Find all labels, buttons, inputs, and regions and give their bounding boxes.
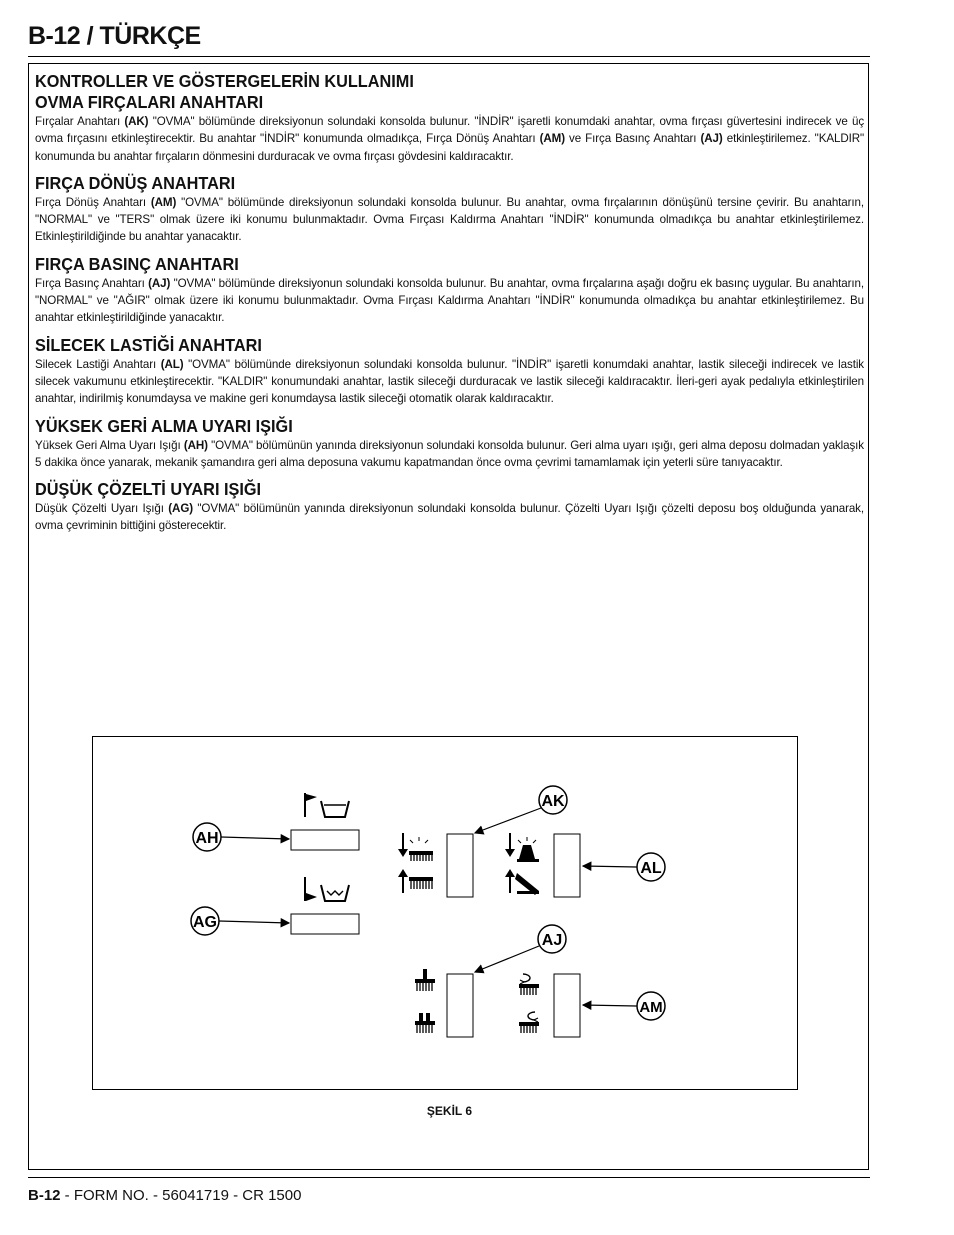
callout-ag	[191, 907, 289, 935]
content-body	[35, 70, 864, 543]
brush-rotation-reverse-icon	[519, 1012, 539, 1033]
callout-aj-label: AJ	[541, 932, 563, 949]
section-heading: FIRÇA DÖNÜŞ ANAHTARI	[35, 172, 236, 193]
recovery-warning-light	[291, 830, 359, 850]
control-panel-diagram	[93, 737, 797, 1089]
section-body: Fırça Dönüş Anahtarı (AM) "OVMA" bölümünde direksiyonun solundaki konsolda bulunur. Bu anahtar, ovma fırçalarının dönüşünü tersine çevirir. Bu anahtarın, "NORMAL" ve "TERS" olmak üzere iki konumu bulunmaktadır. Ovma Fırçası Kaldırma Anahtarı "İNDİR" konumunda olmadıkça bu anahtar etkinleştirilemez. Etkinleştirildiğinde bu anahtar yanacaktır.	[35, 195, 864, 244]
section-brush-pressure-switch	[35, 254, 864, 327]
section-low-solution-light	[35, 479, 864, 535]
page-title: B-12 / TÜRKÇE	[28, 22, 201, 50]
callout-ah-label: AH	[195, 830, 219, 847]
footer-rule	[28, 1177, 870, 1178]
section-heading: FIRÇA BASINÇ ANAHTARI	[35, 253, 239, 274]
section-heading: YÜKSEK GERİ ALMA UYARI IŞIĞI	[35, 415, 293, 436]
section-body: Silecek Lastiği Anahtarı (AL) "OVMA" bölümünde direksiyonun solundaki konsolda bulunur. "İNDİR" işaretli konumdaki anahtar, lastik sileceği indirecek ve lastik silecek vakumunu etkinleştirecektir. "KALDIR" konumundaki anahtar, lastik sileceği durduracak ve lastik sileceği kaldıracaktır. İleri-geri ayak pedalıyla etkinleştirilen anahtar, indirilmiş konumdaysa ve makine geri konumdaysa lastik sileceği otomatik olarak kaldıracaktır.	[35, 357, 864, 406]
section-brush-rotation-switch	[35, 173, 864, 246]
component-code: (AK)	[124, 115, 149, 128]
recovery-tank-full-icon	[305, 793, 349, 817]
callout-ak-label: AK	[541, 793, 565, 810]
callout-al	[583, 853, 665, 881]
section-body: Fırça Basınç Anahtarı (AJ) "OVMA" bölümünde direksiyonun solundaki konsolda bulunur. Bu anahtar, ovma fırçalarına aşağı doğru ek basınç uygular. Bu anahtarın, "NORMAL" ve "AĞIR" olmak üzere iki konumu bulunmaktadır. Ovma Fırçası Kaldırma Anahtarı "İNDİR" konumunda olmadıkça bu anahtar etkinleştirilemez. Bu anahtar etkinleştirildiğinde yanacaktır.	[35, 276, 864, 325]
brush-rotation-normal-icon	[519, 974, 539, 995]
component-code: (AJ)	[148, 276, 171, 290]
squeegee-lower-icon	[505, 833, 539, 862]
brush-pressure-normal-icon	[415, 969, 435, 991]
section-squeegee-switch	[35, 335, 864, 408]
component-code: (AL)	[160, 357, 184, 371]
callout-am	[583, 992, 665, 1020]
main-title: KONTROLLER VE GÖSTERGELERİN KULLANIMI	[35, 71, 414, 91]
squeegee-switch[interactable]	[554, 834, 580, 897]
header-rule	[28, 56, 870, 57]
brush-pressure-heavy-icon	[415, 1013, 435, 1033]
callout-ak	[475, 786, 567, 833]
callout-al-label: AL	[640, 860, 662, 877]
section-heading: SİLECEK LASTİĞİ ANAHTARI	[35, 334, 262, 355]
callout-ag-label: AG	[193, 914, 217, 931]
section-heading: OVMA FIRÇALARI ANAHTARI	[35, 92, 264, 112]
brush-pressure-switch[interactable]	[447, 974, 473, 1037]
component-code: (AM)	[539, 132, 565, 146]
section-body: Yüksek Geri Alma Uyarı Işığı (AH) "OVMA" bölümünün yanında direksiyonun solundaki konsolda bulunur. Geri alma uyarı ışığı, geri alma deposu dolmadan yaklaşık 5 dakika önce yanarak, mekanik şamandıra geri alma deposuna vakumu kapatmandan önce ovma çevrimi tamamlamak için yeterli süre tanıyacaktır.	[35, 438, 864, 469]
section-heading: DÜŞÜK ÇÖZELTİ UYARI IŞIĞI	[35, 479, 262, 500]
callout-ah	[193, 823, 289, 851]
section-recovery-warning-light	[35, 416, 864, 472]
callout-am-label: AM	[639, 999, 663, 1016]
section-body: Fırçalar Anahtarı (AK) "OVMA" bölümünde direksiyonun solundaki konsolda bulunur. "İNDİR" işaretli konumdaki anahtar, ovma fırçası güvertesini indirecek ve üç ovma fırçasını etkinleştirecektir. Bu anahtar "İNDİR" konumunda olmadıkça, Fırça Dönüş Anahtarı (AM) ve Fırça Basınç Anahtarı (AJ) etkinleştirilemez. "KALDIR" konumunda bu anahtar fırçaların dönmesini durduracak ve ovma fırçası gövdesini kaldıracaktır.	[35, 115, 865, 163]
component-code: (AJ)	[700, 132, 723, 146]
brush-switch[interactable]	[447, 834, 473, 897]
component-code: (AH)	[183, 438, 208, 452]
figure-6	[92, 736, 798, 1090]
brush-rotation-switch[interactable]	[554, 974, 580, 1037]
brush-lower-icon	[398, 833, 433, 861]
squeegee-raise-icon	[505, 869, 539, 895]
solution-tank-empty-icon	[305, 877, 349, 901]
section-brush-switch	[35, 92, 864, 165]
low-solution-light	[291, 914, 359, 934]
footer-page-number: B-12	[28, 1187, 61, 1204]
brush-raise-icon	[398, 869, 433, 893]
footer-form-number: - FORM NO. - 56041719 - CR 1500	[60, 1187, 302, 1204]
section-body: Düşük Çözelti Uyarı Işığı (AG) "OVMA" bölümünün yanında direksiyonun solundaki konsolda bulunur. Çözelti Uyarı Işığı çözelti deposu boş olduğunda yanarak, ovma çevriminin bittiğini gösterecektir.	[35, 502, 864, 533]
callout-aj	[475, 925, 566, 972]
component-code: (AG)	[168, 502, 193, 516]
component-code: (AM)	[150, 195, 177, 209]
figure-caption: ŞEKİL 6	[426, 1104, 473, 1118]
page-footer	[28, 1187, 301, 1204]
